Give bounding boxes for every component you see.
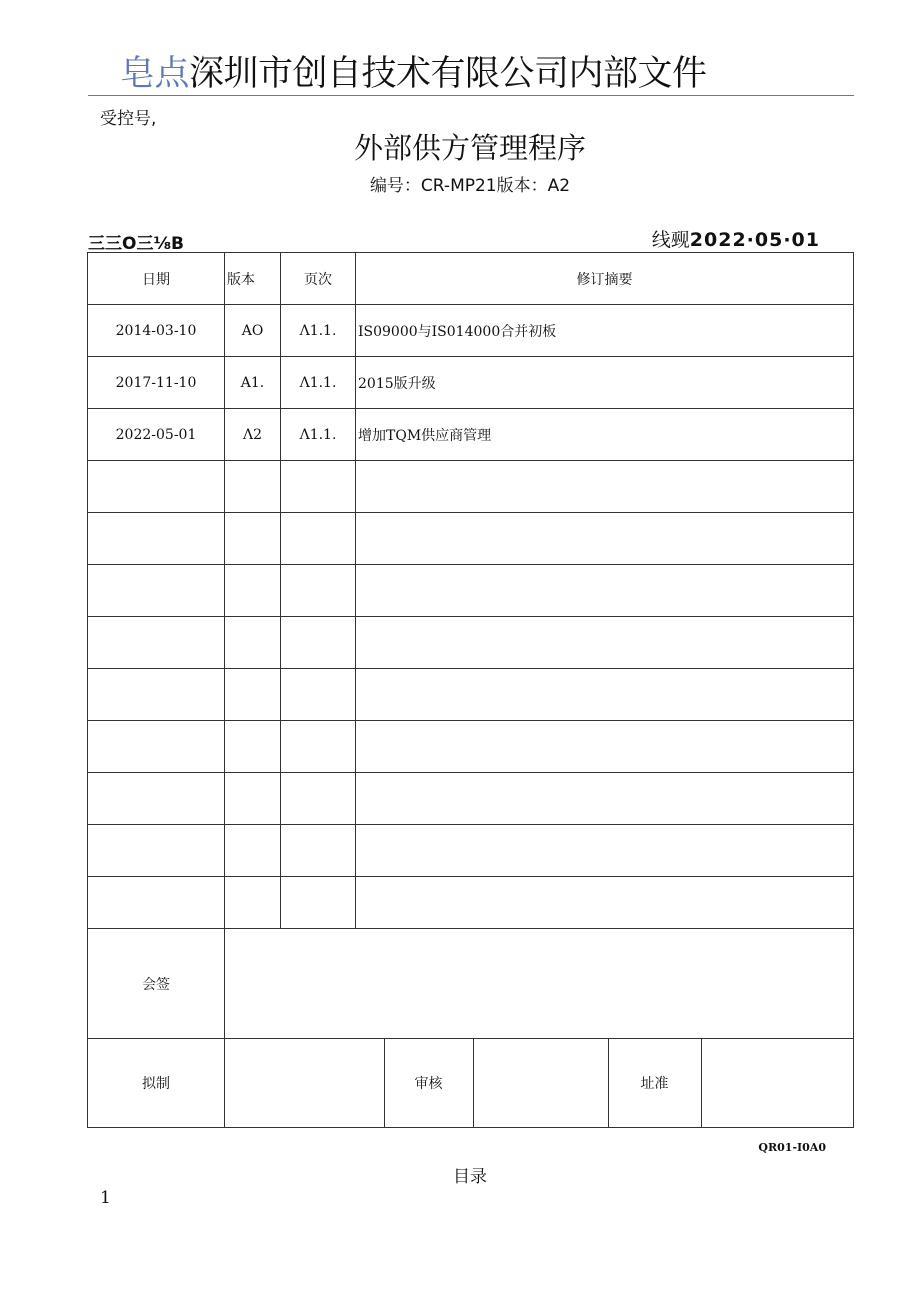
prepared-label: 拟制 <box>88 1039 225 1128</box>
revision-table <box>87 252 854 1128</box>
empty-row <box>88 461 854 513</box>
countersign-area <box>225 929 854 1039</box>
row-version: A1. <box>225 357 281 409</box>
approval-row <box>88 1039 854 1128</box>
row-page: Λ1.1. <box>281 305 356 357</box>
approval-subtable <box>225 1039 853 1127</box>
page-number: 1 <box>100 1188 111 1208</box>
document-title: 外部供方管理程序 <box>353 131 586 165</box>
company-logo: 皂点 <box>120 54 190 94</box>
empty-row <box>88 669 854 721</box>
empty-row <box>88 825 854 877</box>
table-row <box>88 305 854 357</box>
company-name: 深圳市创自技术有限公司内部文件 <box>189 54 707 94</box>
row-summary: IS09000与IS014000合并初板 <box>356 305 854 357</box>
empty-row <box>88 617 854 669</box>
toc-heading: 目录 <box>453 1167 487 1187</box>
row-page: Λ1.1. <box>281 357 356 409</box>
empty-row <box>88 513 854 565</box>
header-date: 日期 <box>88 253 225 305</box>
empty-row <box>88 773 854 825</box>
effective-date-label: 线觋 <box>651 229 690 251</box>
review-label: 审核 <box>384 1039 473 1127</box>
empty-row <box>88 721 854 773</box>
row-date: 2014-03-10 <box>88 305 225 357</box>
countersign-row <box>88 929 854 1039</box>
form-code: QR01-I0A0 <box>758 1141 826 1154</box>
revision-record-label: 三三O三⅛B <box>88 234 185 254</box>
effective-date <box>652 225 820 252</box>
row-summary: 2015版升级 <box>356 357 854 409</box>
effective-date-value: 2022·05·01 <box>689 229 820 251</box>
table-row <box>88 409 854 461</box>
table-row <box>88 357 854 409</box>
controlled-number-label: 受控号, <box>100 109 157 129</box>
row-page: Λ1.1. <box>281 409 356 461</box>
prepared-signature-cell <box>225 1039 384 1127</box>
table-header-row <box>88 253 854 305</box>
row-summary: 增加TQM供应商管理 <box>356 409 854 461</box>
row-date: 2017-11-10 <box>88 357 225 409</box>
countersign-label: 会签 <box>88 929 225 1039</box>
row-version: AO <box>225 305 281 357</box>
document-code-version: 编号：CR-MP21版本：A2 <box>369 176 571 196</box>
approve-signature-cell <box>701 1039 853 1127</box>
review-signature-cell <box>473 1039 608 1127</box>
header-summary: 修订摘要 <box>356 253 854 305</box>
company-header <box>120 52 707 96</box>
row-version: Λ2 <box>225 409 281 461</box>
header-rule <box>88 95 854 96</box>
approve-label: 址准 <box>608 1039 701 1127</box>
empty-row <box>88 877 854 929</box>
header-page: 页次 <box>281 253 356 305</box>
empty-row <box>88 565 854 617</box>
header-version: 版本 <box>225 253 281 305</box>
row-date: 2022-05-01 <box>88 409 225 461</box>
